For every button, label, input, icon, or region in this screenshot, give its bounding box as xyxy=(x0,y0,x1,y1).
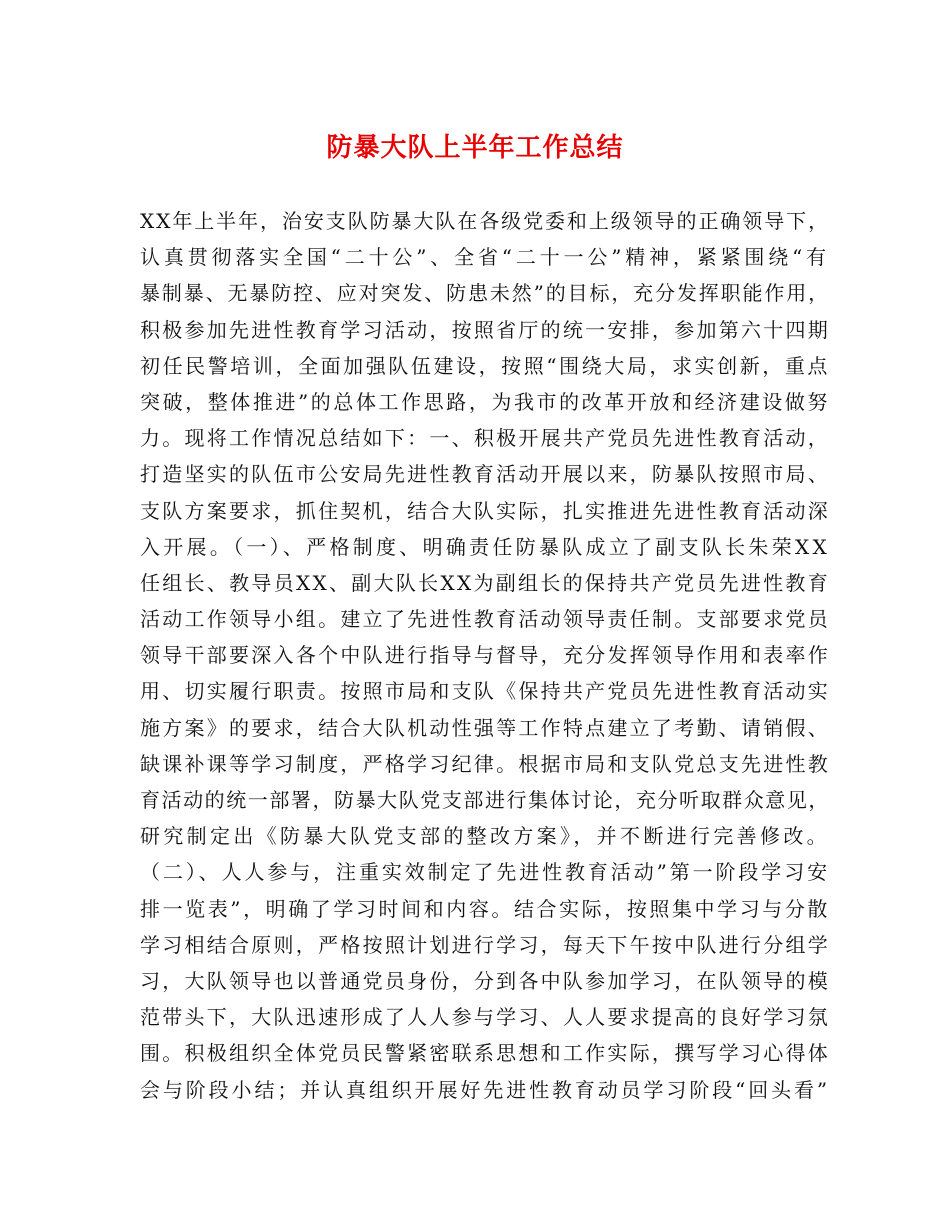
paragraph-line: 活动工作领导小组。建立了先进性教育活动领导责任制。支部要求党员 xyxy=(140,607,830,632)
paragraph-line: 用、切实履行职责。按照市局和支队《保持共产党员先进性教育活动实 xyxy=(140,679,830,704)
paragraph-line: 习，大队领导也以普通党员身份，分到各中队参加学习，在队领导的模 xyxy=(140,968,830,993)
document-body xyxy=(140,203,830,1108)
paragraph-line: 打造坚实的队伍市公安局先进性教育活动开展以来，防暴队按照市局、 xyxy=(140,462,830,487)
paragraph-line: 施方案》的要求，结合大队机动性强等工作特点建立了考勤、请销假、 xyxy=(140,715,830,740)
paragraph-line: 任组长、教导员XX、副大队长XX为副组长的保持共产党员先进性教育 xyxy=(140,570,830,595)
paragraph-line: 力。现将工作情况总结如下：一、积极开展共产党员先进性教育活动， xyxy=(140,426,830,451)
paragraph-line: 范带头下，大队迅速形成了人人参与学习、人人要求提高的良好学习氛 xyxy=(140,1005,830,1030)
paragraph-line: 认真贯彻落实全国“二十公”、全省“二十一公”精神，紧紧围绕“有 xyxy=(140,245,830,270)
paragraph-line: 育活动的统一部署，防暴大队党支部进行集体讨论，充分听取群众意见， xyxy=(140,788,830,812)
paragraph-line: 围。积极组织全体党员民警紧密联系思想和工作实际，撰写学习心得体 xyxy=(140,1041,830,1066)
paragraph-line: 会与阶段小结；并认真组织开展好先进性教育动员学习阶段“回头看” xyxy=(140,1077,830,1102)
paragraph-line: 入开展。（一）、严格制度、明确责任防暴队成立了副支队长朱荣XX xyxy=(140,534,830,559)
paragraph-line: 初任民警培训，全面加强队伍建设，按照“围绕大局，求实创新，重点 xyxy=(140,353,830,378)
paragraph-line: （二）、人人参与，注重实效制定了先进性教育活动”第一阶段学习安 xyxy=(140,860,830,885)
paragraph-line: 突破，整体推进”的总体工作思路，为我市的改革开放和经济建设做努 xyxy=(140,389,830,414)
paragraph-line: 排一览表”，明确了学习时间和内容。结合实际，按照集中学习与分散 xyxy=(140,896,830,921)
paragraph-line: 缺课补课等学习制度，严格学习纪律。根据市局和支队党总支先进性教 xyxy=(140,751,830,776)
paragraph-line: 积极参加先进性教育学习活动，按照省厅的统一安排，参加第六十四期 xyxy=(140,317,830,342)
document-title: 防暴大队上半年工作总结 xyxy=(326,133,624,163)
paragraph-line: 研究制定出《防暴大队党支部的整改方案》，并不断进行完善修改。 xyxy=(140,824,830,849)
paragraph-line: 暴制暴、无暴防控、应对突发、防患未然”的目标，充分发挥职能作用， xyxy=(140,281,830,306)
paragraph-line: XX年上半年，治安支队防暴大队在各级党委和上级领导的正确领导下， xyxy=(140,209,830,233)
paragraph-line: 支队方案要求，抓住契机，结合大队实际，扎实推进先进性教育活动深 xyxy=(140,498,830,523)
paragraph-line: 领导干部要深入各个中队进行指导与督导，充分发挥领导作用和表率作 xyxy=(140,643,830,668)
paragraph-line: 学习相结合原则，严格按照计划进行学习，每天下午按中队进行分组学 xyxy=(140,932,830,957)
